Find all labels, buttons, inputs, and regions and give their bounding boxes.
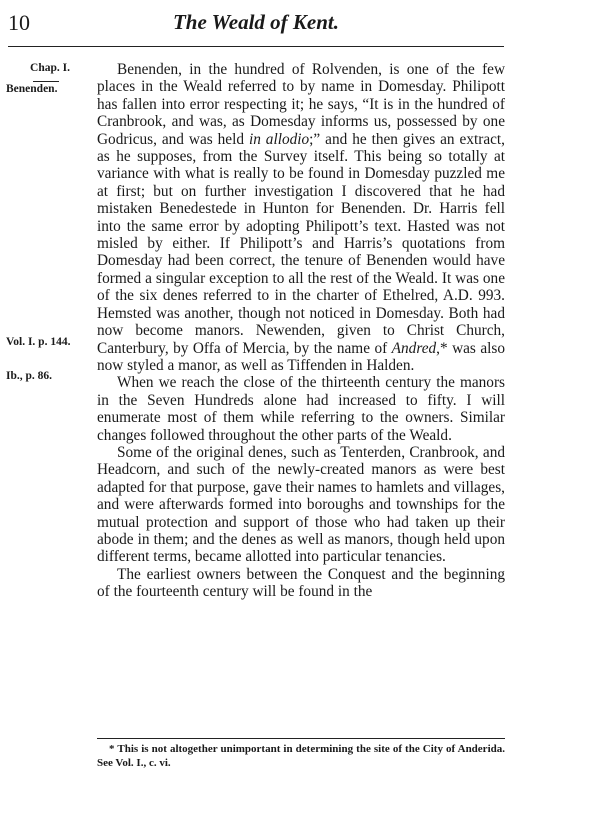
footnote: * This is not altogether unimportant in determining the site of the City of Anderida. See Vol. I., c. vi. [97,743,505,769]
header-rule [8,46,504,47]
paragraph [97,61,505,374]
text-run: Some of the original denes, such as Tenterden, Cranbrook, and Headcorn, and such of the newly-created manors as were best adapted for that purpose, gave their names to hamlets and villages, and were afterwards formed into boroughs and townships for the mutual protection and support of those who had taken up their abode in them; and the denes as well as manors, though held upon different terms, became allotted into particular tenancies. [97,443,505,566]
paragraph [97,444,505,566]
page-header [8,10,504,40]
footnote-rule [97,738,505,739]
margin-note-volume-ref: Vol. I. p. 144. [6,336,71,348]
text-run: Benenden, in the hundred of Rolvenden, is one of the few places in the Weald referred to by name in Domesday. Philipott has fallen into error respecting it; he says, “It is in the hundred of Cranbrook, and was, as Domesday informs us, possessed by one Godricus, and was held [97,61,505,148]
text-run: The earliest owners between the Conquest and the beginning of the fourteenth century will be found in the [97,565,505,601]
italic-text: in allodio [248,130,310,148]
body-text [97,61,505,601]
page-number: 10 [8,10,30,35]
text-run: ,* was also now styled a manor, as well as Tiffenden in Halden. [97,339,505,374]
margin-note-divider [33,81,59,82]
paragraph [97,374,505,444]
paragraph [97,566,505,601]
text-run: When we reach the close of the thirteenth century the manors in the Seven Hundreds alone had increased to fifty. I will enumerate most of them while referring to the owners. Similar changes followed throughout the other parts of the Weald. [97,374,505,444]
margin-note-ibid-ref: Ib., p. 86. [6,370,53,382]
margin-note-chapter: Chap. I. [30,62,70,74]
running-title: The Weald of Kent. [172,10,340,34]
text-run: ;” and he then gives an extract, as he supposes, from the Survey itself. This being so totally at variance with what is really to be found in Domesday puzzled me at first; but on further investigation I discovered that he had mistaken Benedestede in Hunton for Benenden. Dr. Harris fell into the same error by adopting Philipott’s text. Hasted was not misled by either. If Philipott’s and Harris’s quotations from Domesday had been correct, the tenure of Benenden would have formed a singular exception to all the rest of the Weald. It was one of the six denes referred to in the charter of Ethelred, A.D. 993. Hemsted was another, though not noticed in Domesday. Both had now become manors. Newenden, given to Christ Church, Canterbury, by Offa of Mercia, by the name of [97,130,505,357]
margin-note-place: Benenden. [6,83,58,95]
italic-text: Andred [391,339,437,357]
